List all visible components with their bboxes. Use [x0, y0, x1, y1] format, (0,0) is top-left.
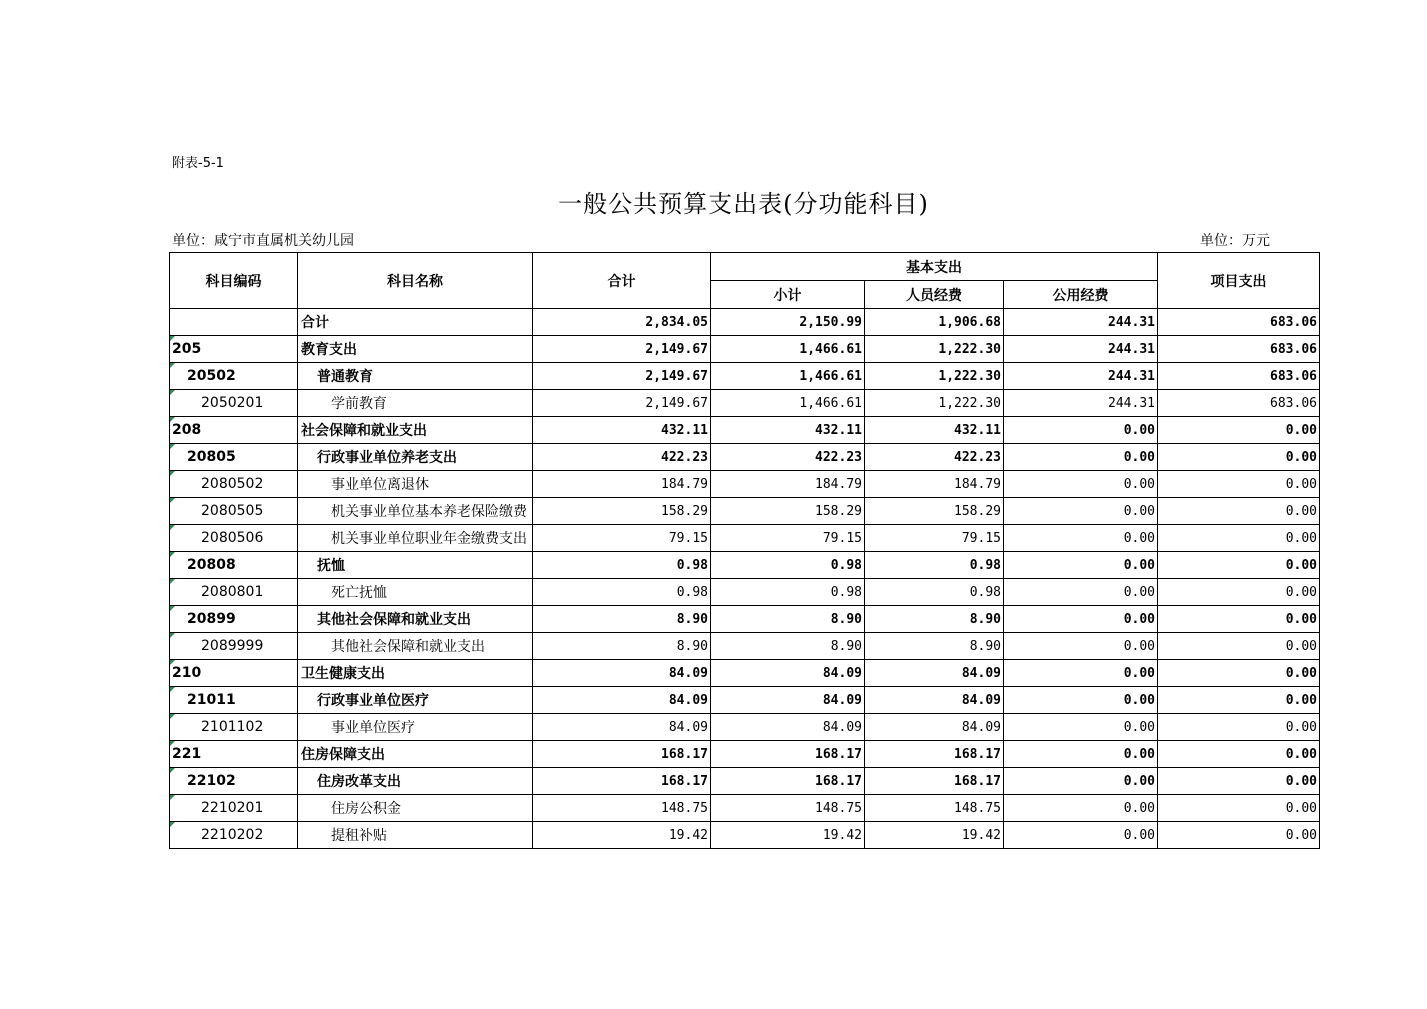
cell-personnel: 84.09 [865, 687, 1004, 714]
cell-personnel: 184.79 [865, 471, 1004, 498]
cell-subtotal: 148.75 [711, 795, 865, 822]
cell-personnel: 19.42 [865, 822, 1004, 849]
cell-public: 244.31 [1004, 390, 1158, 417]
cell-personnel: 168.17 [865, 768, 1004, 795]
cell-name: 住房改革支出 [298, 768, 533, 795]
cell-public: 0.00 [1004, 552, 1158, 579]
cell-personnel: 168.17 [865, 741, 1004, 768]
cell-total: 432.11 [533, 417, 711, 444]
cell-name: 普通教育 [298, 363, 533, 390]
cell-subtotal: 158.29 [711, 498, 865, 525]
cell-subtotal: 1,466.61 [711, 363, 865, 390]
table-row [170, 417, 1320, 444]
cell-total: 84.09 [533, 714, 711, 741]
cell-personnel: 84.09 [865, 660, 1004, 687]
unit-organization: 单位：咸宁市直属机关幼儿园 [172, 233, 354, 249]
header-basic: 基本支出 [711, 253, 1158, 281]
table-row [170, 579, 1320, 606]
header-public: 公用经费 [1004, 281, 1158, 309]
unit-currency: 单位：万元 [1200, 233, 1270, 249]
cell-public: 0.00 [1004, 687, 1158, 714]
cell-code: 2210201 [170, 795, 298, 822]
table-row [170, 498, 1320, 525]
cell-public: 0.00 [1004, 633, 1158, 660]
cell-code: 2080801 [170, 579, 298, 606]
cell-name: 合计 [298, 309, 533, 336]
cell-subtotal: 84.09 [711, 714, 865, 741]
table-row [170, 606, 1320, 633]
cell-name: 其他社会保障和就业支出 [298, 606, 533, 633]
cell-project: 0.00 [1158, 471, 1320, 498]
cell-name: 事业单位医疗 [298, 714, 533, 741]
header-name: 科目名称 [298, 253, 533, 309]
table-row [170, 552, 1320, 579]
cell-project: 683.06 [1158, 390, 1320, 417]
cell-code: 2080502 [170, 471, 298, 498]
cell-project: 0.00 [1158, 417, 1320, 444]
cell-name: 卫生健康支出 [298, 660, 533, 687]
cell-public: 0.00 [1004, 795, 1158, 822]
cell-project: 0.00 [1158, 795, 1320, 822]
cell-code: 20899 [170, 606, 298, 633]
table-row [170, 444, 1320, 471]
table-row [170, 309, 1320, 336]
cell-project: 0.00 [1158, 768, 1320, 795]
cell-total: 84.09 [533, 660, 711, 687]
cell-code: 2210202 [170, 822, 298, 849]
cell-personnel: 422.23 [865, 444, 1004, 471]
cell-project: 0.00 [1158, 822, 1320, 849]
cell-project: 683.06 [1158, 309, 1320, 336]
cell-public: 244.31 [1004, 309, 1158, 336]
cell-personnel: 158.29 [865, 498, 1004, 525]
header-project: 项目支出 [1158, 253, 1320, 309]
table-row [170, 471, 1320, 498]
cell-name: 社会保障和就业支出 [298, 417, 533, 444]
cell-subtotal: 79.15 [711, 525, 865, 552]
cell-total: 0.98 [533, 579, 711, 606]
cell-subtotal: 0.98 [711, 579, 865, 606]
cell-subtotal: 168.17 [711, 768, 865, 795]
cell-project: 0.00 [1158, 525, 1320, 552]
cell-total: 2,149.67 [533, 336, 711, 363]
cell-public: 0.00 [1004, 471, 1158, 498]
table-row [170, 687, 1320, 714]
table-body [170, 309, 1320, 849]
cell-public: 0.00 [1004, 606, 1158, 633]
cell-code: 221 [170, 741, 298, 768]
cell-code [170, 309, 298, 336]
cell-project: 683.06 [1158, 336, 1320, 363]
cell-subtotal: 8.90 [711, 633, 865, 660]
cell-total: 422.23 [533, 444, 711, 471]
cell-name: 其他社会保障和就业支出 [298, 633, 533, 660]
cell-name: 学前教育 [298, 390, 533, 417]
cell-subtotal: 422.23 [711, 444, 865, 471]
cell-public: 0.00 [1004, 417, 1158, 444]
cell-subtotal: 84.09 [711, 687, 865, 714]
cell-subtotal: 0.98 [711, 552, 865, 579]
cell-total: 2,149.67 [533, 363, 711, 390]
cell-subtotal: 19.42 [711, 822, 865, 849]
table-row [170, 660, 1320, 687]
cell-code: 20502 [170, 363, 298, 390]
table-row [170, 768, 1320, 795]
cell-subtotal: 432.11 [711, 417, 865, 444]
table-row [170, 390, 1320, 417]
cell-public: 0.00 [1004, 714, 1158, 741]
cell-code: 21011 [170, 687, 298, 714]
cell-public: 0.00 [1004, 741, 1158, 768]
cell-personnel: 1,222.30 [865, 336, 1004, 363]
cell-personnel: 432.11 [865, 417, 1004, 444]
cell-personnel: 79.15 [865, 525, 1004, 552]
cell-total: 0.98 [533, 552, 711, 579]
table-row [170, 741, 1320, 768]
cell-public: 0.00 [1004, 768, 1158, 795]
cell-code: 205 [170, 336, 298, 363]
cell-total: 8.90 [533, 633, 711, 660]
table-row [170, 633, 1320, 660]
cell-total: 84.09 [533, 687, 711, 714]
cell-total: 184.79 [533, 471, 711, 498]
header-personnel: 人员经费 [865, 281, 1004, 309]
table-row [170, 822, 1320, 849]
cell-project: 0.00 [1158, 687, 1320, 714]
cell-name: 机关事业单位基本养老保险缴费 [298, 498, 533, 525]
cell-personnel: 148.75 [865, 795, 1004, 822]
cell-code: 20805 [170, 444, 298, 471]
cell-project: 0.00 [1158, 444, 1320, 471]
cell-code: 2050201 [170, 390, 298, 417]
cell-name: 机关事业单位职业年金缴费支出 [298, 525, 533, 552]
cell-subtotal: 2,150.99 [711, 309, 865, 336]
cell-personnel: 0.98 [865, 579, 1004, 606]
table-row [170, 336, 1320, 363]
header-subtotal: 小计 [711, 281, 865, 309]
cell-personnel: 8.90 [865, 633, 1004, 660]
cell-code: 20808 [170, 552, 298, 579]
cell-project: 0.00 [1158, 579, 1320, 606]
cell-personnel: 8.90 [865, 606, 1004, 633]
cell-total: 19.42 [533, 822, 711, 849]
cell-code: 2089999 [170, 633, 298, 660]
cell-code: 210 [170, 660, 298, 687]
header-total: 合计 [533, 253, 711, 309]
cell-name: 住房公积金 [298, 795, 533, 822]
cell-name: 抚恤 [298, 552, 533, 579]
cell-code: 2080506 [170, 525, 298, 552]
cell-personnel: 84.09 [865, 714, 1004, 741]
attachment-label: 附表-5-1 [172, 156, 224, 171]
cell-name: 事业单位离退休 [298, 471, 533, 498]
cell-public: 244.31 [1004, 363, 1158, 390]
cell-code: 208 [170, 417, 298, 444]
cell-personnel: 1,906.68 [865, 309, 1004, 336]
table-row [170, 795, 1320, 822]
cell-total: 2,834.05 [533, 309, 711, 336]
cell-personnel: 1,222.30 [865, 390, 1004, 417]
cell-project: 683.06 [1158, 363, 1320, 390]
cell-total: 168.17 [533, 741, 711, 768]
cell-name: 行政事业单位养老支出 [298, 444, 533, 471]
table-row [170, 714, 1320, 741]
cell-total: 168.17 [533, 768, 711, 795]
cell-public: 0.00 [1004, 579, 1158, 606]
cell-total: 2,149.67 [533, 390, 711, 417]
cell-subtotal: 8.90 [711, 606, 865, 633]
cell-code: 22102 [170, 768, 298, 795]
cell-public: 244.31 [1004, 336, 1158, 363]
cell-name: 行政事业单位医疗 [298, 687, 533, 714]
cell-name: 住房保障支出 [298, 741, 533, 768]
cell-public: 0.00 [1004, 525, 1158, 552]
cell-subtotal: 184.79 [711, 471, 865, 498]
cell-subtotal: 1,466.61 [711, 336, 865, 363]
cell-personnel: 1,222.30 [865, 363, 1004, 390]
cell-subtotal: 84.09 [711, 660, 865, 687]
cell-public: 0.00 [1004, 444, 1158, 471]
budget-table [169, 252, 1320, 849]
page-title: 一般公共预算支出表(分功能科目) [558, 190, 929, 218]
header-row-1 [170, 253, 1320, 281]
table-row [170, 525, 1320, 552]
cell-project: 0.00 [1158, 633, 1320, 660]
cell-code: 2080505 [170, 498, 298, 525]
cell-project: 0.00 [1158, 714, 1320, 741]
cell-public: 0.00 [1004, 498, 1158, 525]
cell-personnel: 0.98 [865, 552, 1004, 579]
cell-name: 教育支出 [298, 336, 533, 363]
cell-project: 0.00 [1158, 660, 1320, 687]
cell-total: 8.90 [533, 606, 711, 633]
table-row [170, 363, 1320, 390]
cell-project: 0.00 [1158, 606, 1320, 633]
cell-subtotal: 1,466.61 [711, 390, 865, 417]
cell-name: 死亡抚恤 [298, 579, 533, 606]
cell-public: 0.00 [1004, 660, 1158, 687]
header-code: 科目编码 [170, 253, 298, 309]
cell-subtotal: 168.17 [711, 741, 865, 768]
cell-public: 0.00 [1004, 822, 1158, 849]
cell-project: 0.00 [1158, 498, 1320, 525]
cell-project: 0.00 [1158, 552, 1320, 579]
cell-project: 0.00 [1158, 741, 1320, 768]
cell-total: 79.15 [533, 525, 711, 552]
cell-total: 148.75 [533, 795, 711, 822]
cell-total: 158.29 [533, 498, 711, 525]
cell-code: 2101102 [170, 714, 298, 741]
cell-name: 提租补贴 [298, 822, 533, 849]
